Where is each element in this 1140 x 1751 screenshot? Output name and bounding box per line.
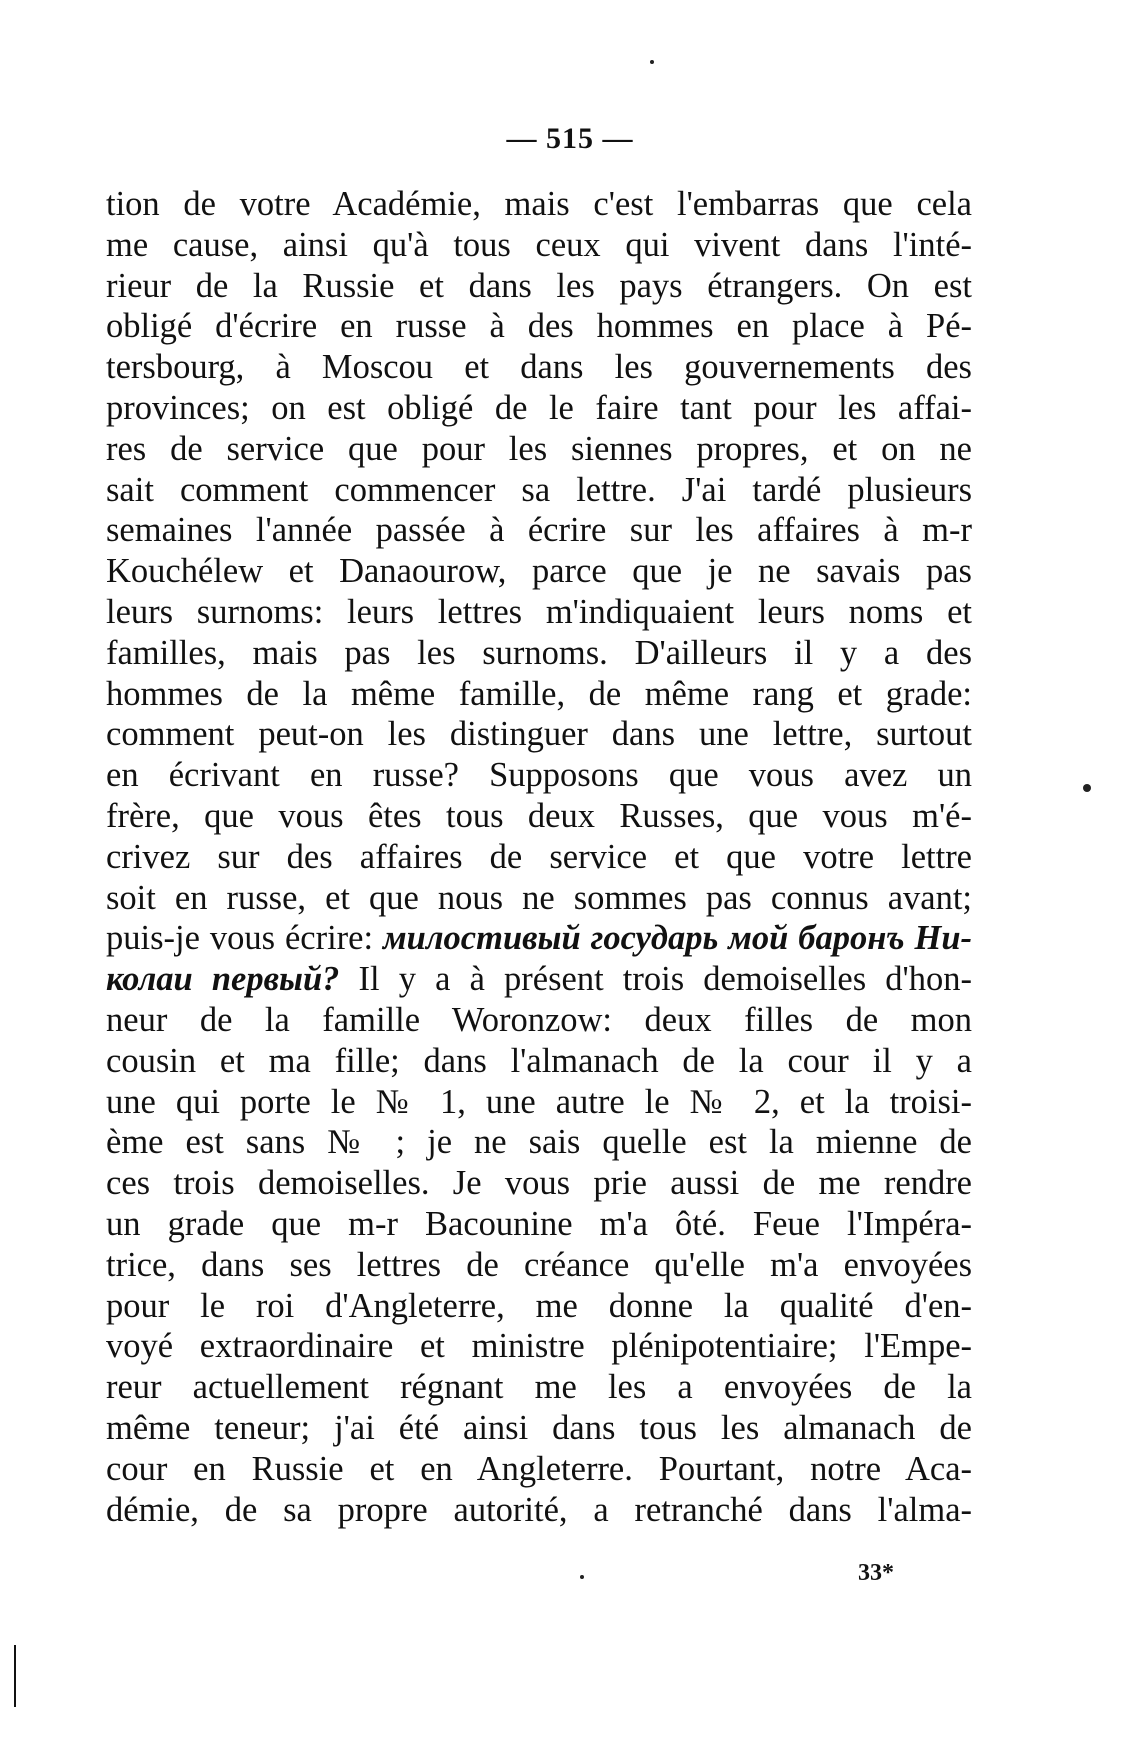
line-text: pour le roi d'Angleterre, me donne la qualité d'en- — [106, 1286, 972, 1325]
page-edge-mark — [14, 1645, 16, 1707]
line-text: res de service que pour les siennes propres, et on ne — [106, 429, 972, 468]
text-line — [106, 1408, 972, 1449]
text-line — [106, 714, 972, 755]
text-line — [106, 510, 972, 551]
text-line — [106, 306, 972, 347]
text-line — [106, 225, 972, 266]
text-line — [106, 1204, 972, 1245]
line-text: voyé extraordinaire et ministre plénipotentiaire; l'Empe- — [106, 1327, 972, 1366]
line-text: me cause, ainsi qu'à tous ceux qui vivent dans l'inté- — [106, 225, 972, 264]
text-line — [106, 1041, 972, 1082]
line-text: même teneur; j'ai été ainsi dans tous les almanach de — [106, 1408, 972, 1447]
text-line — [106, 1286, 972, 1327]
cyrillic-phrase: колаи первый? — [106, 960, 340, 999]
line-text: tersbourg, à Moscou et dans les gouvernements des — [106, 348, 972, 387]
text-line — [106, 388, 972, 429]
line-text: obligé d'écrire en russe à des hommes en place à Pé- — [106, 307, 972, 346]
text-line — [106, 959, 972, 1000]
text-line — [106, 1000, 972, 1041]
ink-speck — [1083, 784, 1091, 792]
text-line — [106, 592, 972, 633]
text-line — [106, 837, 972, 878]
line-text: ces trois demoiselles. Je vous prie aussi de me rendre — [106, 1164, 972, 1203]
text-line — [106, 633, 972, 674]
line-text: une qui porte le № 1, une autre le № 2, et la troisi- — [106, 1082, 972, 1121]
ink-speck — [580, 1575, 584, 1579]
body-text — [106, 184, 972, 1530]
text-line — [106, 1082, 972, 1123]
line-text: neur de la famille Woronzow: deux filles de mon — [106, 1000, 972, 1039]
text-line — [106, 918, 972, 959]
line-text: cousin et ma fille; dans l'almanach de la cour il y a — [106, 1041, 972, 1080]
line-text: provinces; on est obligé de le faire tant pour les affai- — [106, 388, 972, 427]
line-text: familles, mais pas les surnoms. D'ailleurs il y a des — [106, 633, 972, 672]
line-text: comment peut-on les distinguer dans une lettre, surtout — [106, 715, 972, 754]
text-line — [106, 1367, 972, 1408]
line-text: soit en russe, et que nous ne sommes pas connus avant; — [106, 878, 972, 917]
line-text: un grade que m-r Bacounine m'a ôté. Feue l'Impéra- — [106, 1204, 972, 1243]
line-text: cour en Russie et en Angleterre. Pourtant, notre Aca- — [106, 1449, 972, 1488]
cyrillic-phrase: милостивый государь мой баронъ Ни- — [383, 919, 972, 958]
text-line — [106, 470, 972, 511]
text-line — [106, 429, 972, 470]
line-text: crivez sur des affaires de service et que votre lettre — [106, 837, 972, 876]
line-text: démie, de sa propre autorité, a retranché dans l'alma- — [106, 1490, 972, 1529]
line-text: Il y a à présent trois demoiselles d'hon- — [339, 960, 972, 999]
line-text: puis-je vous écrire: — [106, 919, 384, 958]
line-text: rieur de la Russie et dans les pays étrangers. On est — [106, 266, 972, 305]
text-line — [106, 266, 972, 307]
page-number-header: — 515 — — [506, 122, 634, 155]
line-text: leurs surnoms: leurs lettres m'indiquaient leurs noms et — [106, 592, 972, 631]
line-text: semaines l'année passée à écrire sur les affaires à m-r — [106, 511, 972, 550]
text-line — [106, 1245, 972, 1286]
text-line — [106, 1122, 972, 1163]
text-line — [106, 1163, 972, 1204]
text-line — [106, 347, 972, 388]
line-text: hommes de la même famille, de même rang et grade: — [106, 674, 972, 713]
ink-speck — [650, 60, 654, 64]
text-line — [106, 1326, 972, 1367]
line-text: sait comment commencer sa lettre. J'ai tardé plusieurs — [106, 470, 972, 509]
signature-mark: 33* — [858, 1560, 894, 1586]
line-text: en écrivant en russe? Supposons que vous avez un — [106, 756, 972, 795]
line-text: ème est sans № ; je ne sais quelle est la mienne de — [106, 1123, 972, 1162]
text-line — [106, 755, 972, 796]
line-text: reur actuellement régnant me les a envoyées de la — [106, 1368, 972, 1407]
text-line — [106, 674, 972, 715]
text-line — [106, 1449, 972, 1490]
text-line — [106, 1490, 972, 1531]
text-line — [106, 878, 972, 919]
line-text: frère, que vous êtes tous deux Russes, que vous m'é- — [106, 796, 972, 835]
line-text: Kouchélew et Danaourow, parce que je ne savais pas — [106, 552, 972, 591]
text-line — [106, 184, 972, 225]
text-line — [106, 551, 972, 592]
text-line — [106, 796, 972, 837]
line-text: tion de votre Académie, mais c'est l'embarras que cela — [106, 185, 972, 223]
line-text: trice, dans ses lettres de créance qu'elle m'a envoyées — [106, 1245, 972, 1284]
